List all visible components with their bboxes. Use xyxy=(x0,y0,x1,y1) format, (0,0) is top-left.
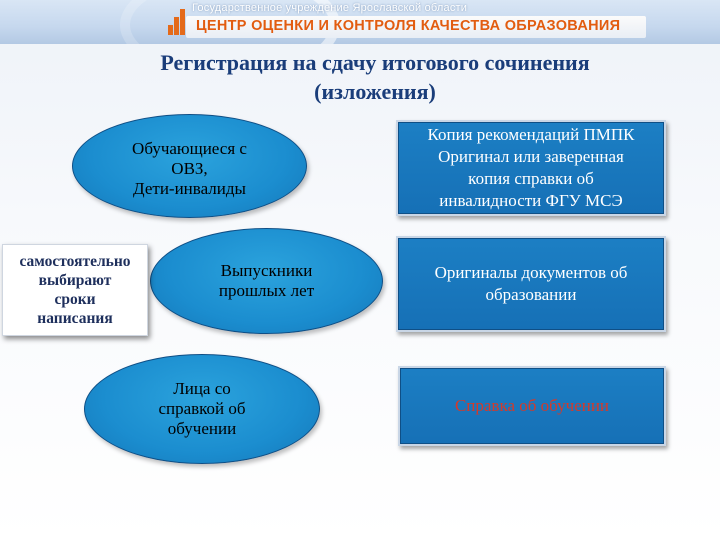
documents-graduates xyxy=(396,236,666,332)
header-subtitle: Государственное учреждение Ярославской области xyxy=(192,2,468,14)
documents-ovz xyxy=(396,120,666,216)
header-org-name: ЦЕНТР ОЦЕНКИ И КОНТРОЛЯ КАЧЕСТВА ОБРАЗОВАНИЯ xyxy=(196,18,621,34)
category-certificate-holders xyxy=(84,354,320,464)
category-graduates-label: Выпускники прошлых лет xyxy=(218,261,315,300)
header-banner xyxy=(0,0,720,44)
documents-certificate xyxy=(398,366,666,446)
org-logo-icon xyxy=(168,5,186,35)
category-graduates xyxy=(150,228,383,334)
documents-ovz-text: Копия рекомендаций ПМПК Оригинал или заверенная копия справки об инвалидности ФГУ МСЭ xyxy=(427,125,635,210)
page-title xyxy=(60,48,690,106)
note-text: самостоятельно выбирают сроки написания xyxy=(19,253,131,327)
documents-certificate-text: Справка об обучении xyxy=(454,396,610,415)
category-ovz xyxy=(72,114,307,218)
category-ovz-label: Обучающиеся с ОВЗ, Дети-инвалиды xyxy=(132,139,247,198)
category-certificate-holders-label: Лица со справкой об обучении xyxy=(158,379,246,438)
page-title-text: Регистрация на сдачу итогового сочинения (изложения) xyxy=(160,50,590,104)
documents-graduates-text: Оригиналы документов об образовании xyxy=(434,263,628,304)
note-box xyxy=(2,244,148,336)
